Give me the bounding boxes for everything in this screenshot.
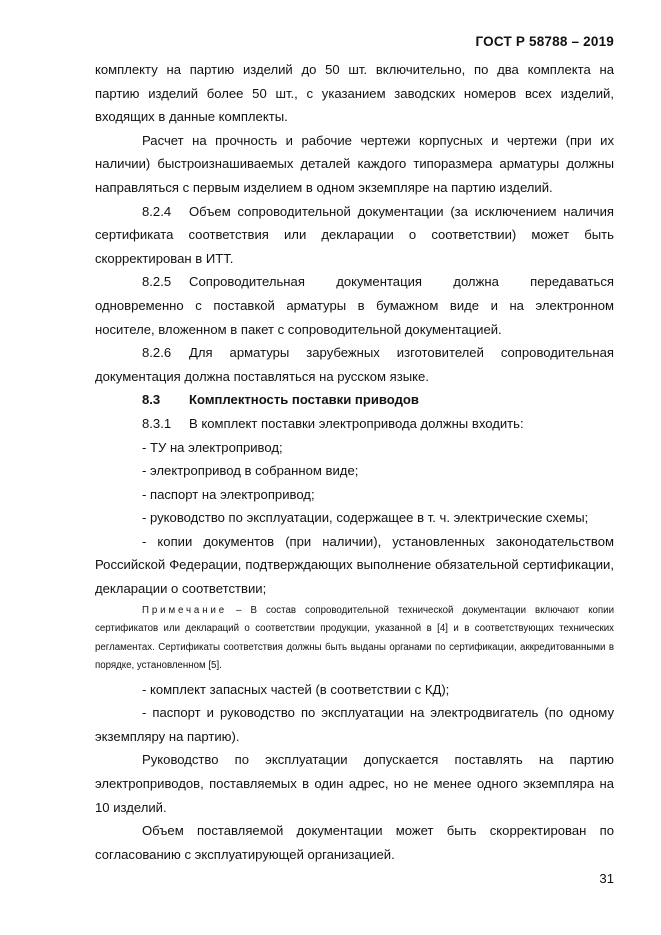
text-line: согласованию с эксплуатирующей организацией. [95, 846, 395, 862]
text-line: скорректирован в ИТТ. [95, 250, 234, 266]
text-line: направляться с первым изделием в одном экземпляре на партию изделий. [95, 179, 553, 195]
text-line: входящих в данные комплекты. [95, 109, 288, 125]
note-line: порядке, установленном [5]. [95, 660, 222, 672]
clause-number: 8.2.5 [142, 274, 172, 290]
paragraph-scope [95, 819, 614, 866]
text-line [95, 270, 614, 294]
clause-number: 8.2.4 [142, 203, 172, 219]
page-content [95, 58, 614, 866]
clause-number: 8.3.1 [142, 415, 172, 431]
note-text: – В состав сопроводительной технической документации включают копии [236, 604, 614, 616]
text-line: электроприводов, поставляемых в один адрес, но не менее одного экземпляра на [95, 776, 614, 792]
text-line: 10 изделий. [95, 799, 167, 815]
text-line: Руководство по эксплуатации допускается поставлять на партию [142, 752, 614, 768]
section-heading-8-3 [95, 388, 614, 412]
text-line: одновременно с поставкой арматуры в бумажном виде и на электронном [95, 297, 614, 313]
list-item-passport [95, 701, 614, 748]
section-number: 8.3 [142, 392, 161, 408]
text-line: комплекту на партию изделий до 50 шт. включительно, по два комплекта на [95, 62, 614, 77]
text-line [95, 200, 614, 224]
list-item-copies [95, 530, 614, 601]
text-line: Объем поставляемой документации может быть скорректирован по [142, 823, 614, 839]
section-title: Комплектность поставки приводов [189, 392, 419, 408]
text-line [95, 341, 614, 365]
clause-text: Для арматуры зарубежных изготовителей сопроводительная [189, 345, 614, 361]
text-line: носителе, вложенном в пакет с сопроводительной документацией. [95, 321, 502, 337]
text-line: - копии документов (при наличии), установленных законодательством [142, 533, 614, 549]
page-header: ГОСТ Р 58788 – 2019 [475, 34, 614, 49]
clause-number: 8.2.6 [142, 345, 172, 361]
paragraph-continuation [95, 58, 614, 129]
text-line: - паспорт и руководство по эксплуатации на электродвигатель (по одному [142, 705, 614, 721]
text-line: Российской Федерации, подтверждающих выполнение обязательной сертификации, [95, 557, 614, 573]
clause-text: Объем сопроводительной документации (за исключением наличия [189, 203, 614, 219]
text-line: экземпляру на партию). [95, 728, 240, 744]
list-item: - руководство по эксплуатации, содержащее в т. ч. электрические схемы; [142, 510, 589, 526]
note-line [95, 602, 614, 621]
clause-8-2-5 [95, 270, 614, 341]
clause-8-2-6 [95, 341, 614, 388]
note-label: Примечание [142, 604, 228, 616]
clause-8-3-1 [95, 412, 614, 436]
text-line: декларации о соответствии; [95, 581, 267, 597]
note-line: регламентах. Сертификаты соответствия должны быть выданы органами по сертификации, аккредитованными в [95, 641, 614, 653]
list-item: - ТУ на электропривод; [142, 439, 283, 455]
clause-text: Сопроводительная документация должна передаваться [189, 274, 614, 290]
note-block [95, 602, 614, 676]
clause-text: В комплект поставки электропривода должны входить: [189, 415, 524, 431]
note-line: сертификатов или деклараций о соответствии продукции, указанной в [4] и в соответствующих технических [95, 623, 614, 635]
text-line: партию изделий более 50 шт., с указанием заводских номеров всех изделий, [95, 85, 614, 101]
paragraph-calculation [95, 129, 614, 200]
list-item: - комплект запасных частей (в соответствии с КД); [142, 681, 450, 697]
text-line: документация должна поставляться на русском языке. [95, 368, 429, 384]
text-line: наличии) быстроизнашиваемых деталей каждого типоразмера арматуры должны [95, 156, 614, 172]
paragraph-manual [95, 748, 614, 819]
text-line: Расчет на прочность и рабочие чертежи корпусных и чертежи (при их [142, 132, 614, 148]
list-item: - паспорт на электропривод; [142, 486, 315, 502]
text-line: сертификата соответствия или декларации о соответствии) может быть [95, 227, 614, 243]
clause-8-2-4 [95, 200, 614, 271]
list-item: - электропривод в собранном виде; [142, 463, 359, 479]
page-number: 31 [599, 871, 614, 886]
